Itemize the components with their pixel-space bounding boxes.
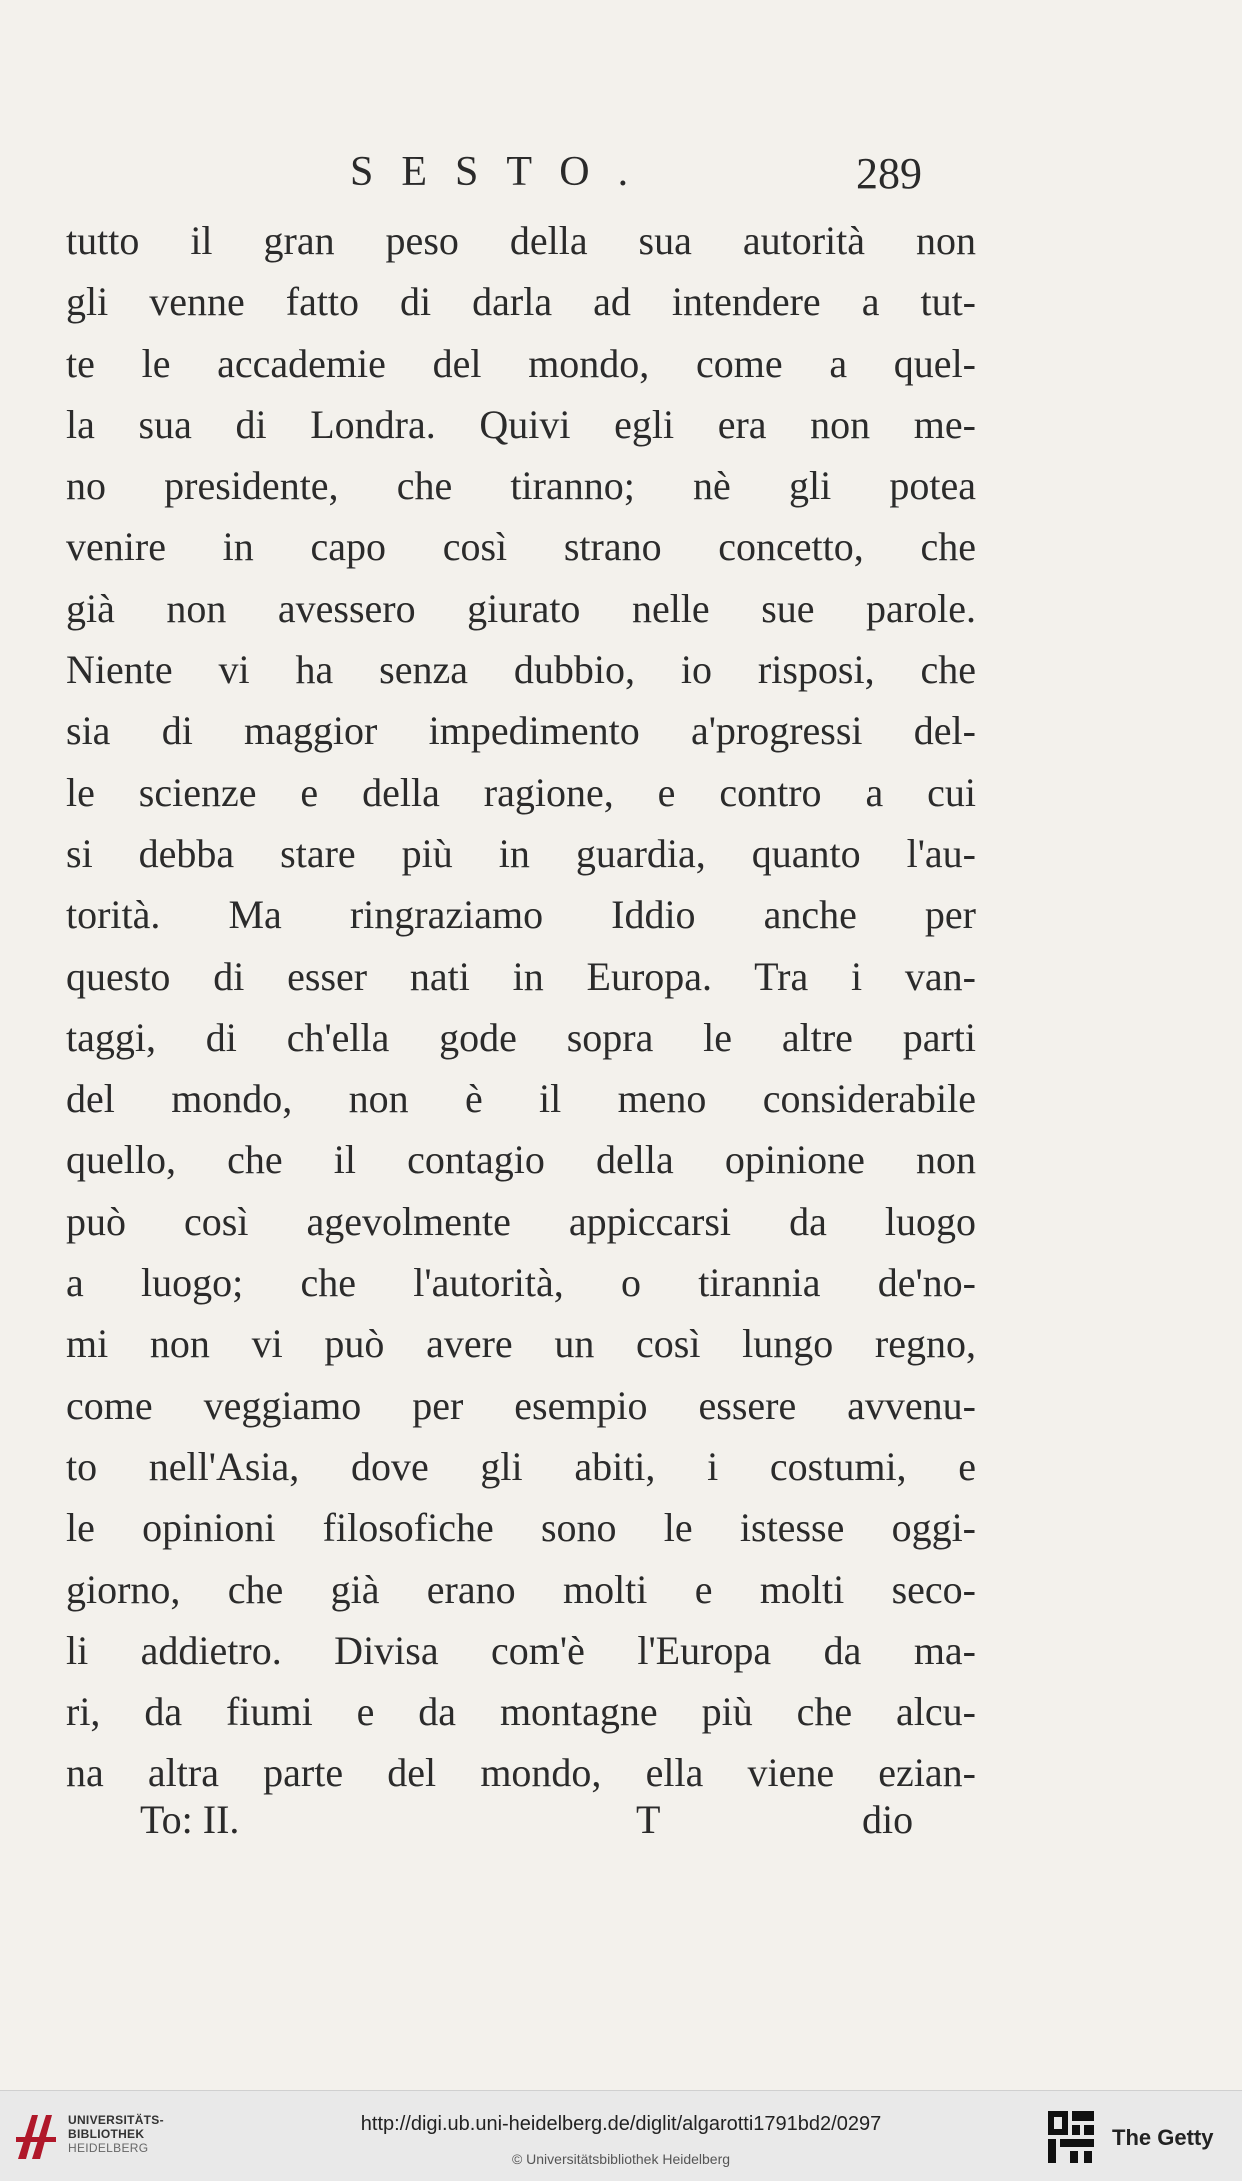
text-line: questo di esser nati in Europa. Tra i van-: [66, 953, 976, 999]
text-line: te le accademie del mondo, come a quel-: [66, 340, 976, 386]
text-line: to nell'Asia, dove gli abiti, i costumi, e: [66, 1443, 976, 1489]
text-line: taggi, di ch'ella gode sopra le altre parti: [66, 1014, 976, 1060]
permalink-url[interactable]: http://digi.ub.uni-heidelberg.de/diglit/algarotti1791bd2/0297: [360, 2113, 882, 2135]
copyright-notice: © Universitätsbibliothek Heidelberg: [511, 2151, 731, 2167]
text-line: del mondo, non è il meno considerabile: [66, 1076, 976, 1122]
text-line: Niente vi ha senza dubbio, io risposi, che: [66, 647, 976, 693]
getty-name: The Getty: [1112, 2125, 1214, 2150]
text-line: venire in capo così strano concetto, che: [66, 524, 976, 570]
text-line: sia di maggior impedimento a'progressi del-: [66, 708, 976, 754]
catchword: dio: [862, 1797, 914, 1842]
text-line: giorno, che già erano molti e molti seco-: [66, 1566, 976, 1612]
library-name-line: HEIDELBERG: [68, 2141, 149, 2155]
text-line: quello, che il contagio della opinione non: [66, 1137, 976, 1183]
text-line: tutto il gran peso della sua autorità non: [66, 218, 976, 263]
text-line: mi non vi può avere un così lungo regno,: [66, 1321, 976, 1367]
text-line: la sua di Londra. Quivi egli era non me-: [66, 401, 976, 447]
text-line: può così agevolmente appiccarsi da luogo: [66, 1198, 976, 1244]
text-line: come veggiamo per esempio essere avvenu-: [66, 1382, 976, 1428]
text-line: a luogo; che l'autorità, o tirannia de'no-: [66, 1260, 976, 1306]
text-line: torità. Ma ringraziamo Iddio anche per: [66, 892, 976, 938]
text-line: già non avessero giurato nelle sue parole.: [66, 585, 976, 631]
body-text: [66, 210, 976, 1804]
library-name-line: UNIVERSITÄTS-: [68, 2113, 164, 2127]
library-name-line: BIBLIOTHEK: [68, 2127, 145, 2141]
text-line: le scienze e della ragione, e contro a cui: [66, 769, 976, 815]
volume-signature: To: II.: [140, 1797, 240, 1842]
text-line: si debba stare più in guardia, quanto l'au-: [66, 830, 976, 876]
running-head: SESTO.: [350, 149, 657, 195]
signature-mark: T: [636, 1797, 661, 1842]
text-line: no presidente, che tiranno; nè gli potea: [66, 463, 976, 509]
text-line: le opinioni filosofiche sono le istesse oggi-: [66, 1505, 976, 1551]
text-line: na altra parte del mondo, ella viene ezian-: [66, 1750, 976, 1796]
getty-logo-icon: [1046, 2109, 1096, 2167]
text-line: li addietro. Divisa com'è l'Europa da ma-: [66, 1627, 976, 1673]
footer-bar: [0, 2090, 1242, 2181]
text-line: gli venne fatto di darla ad intendere a tut-: [66, 279, 976, 325]
text-line: ri, da fiumi e da montagne più che alcu-: [66, 1689, 976, 1735]
page-number: 289: [856, 149, 922, 198]
